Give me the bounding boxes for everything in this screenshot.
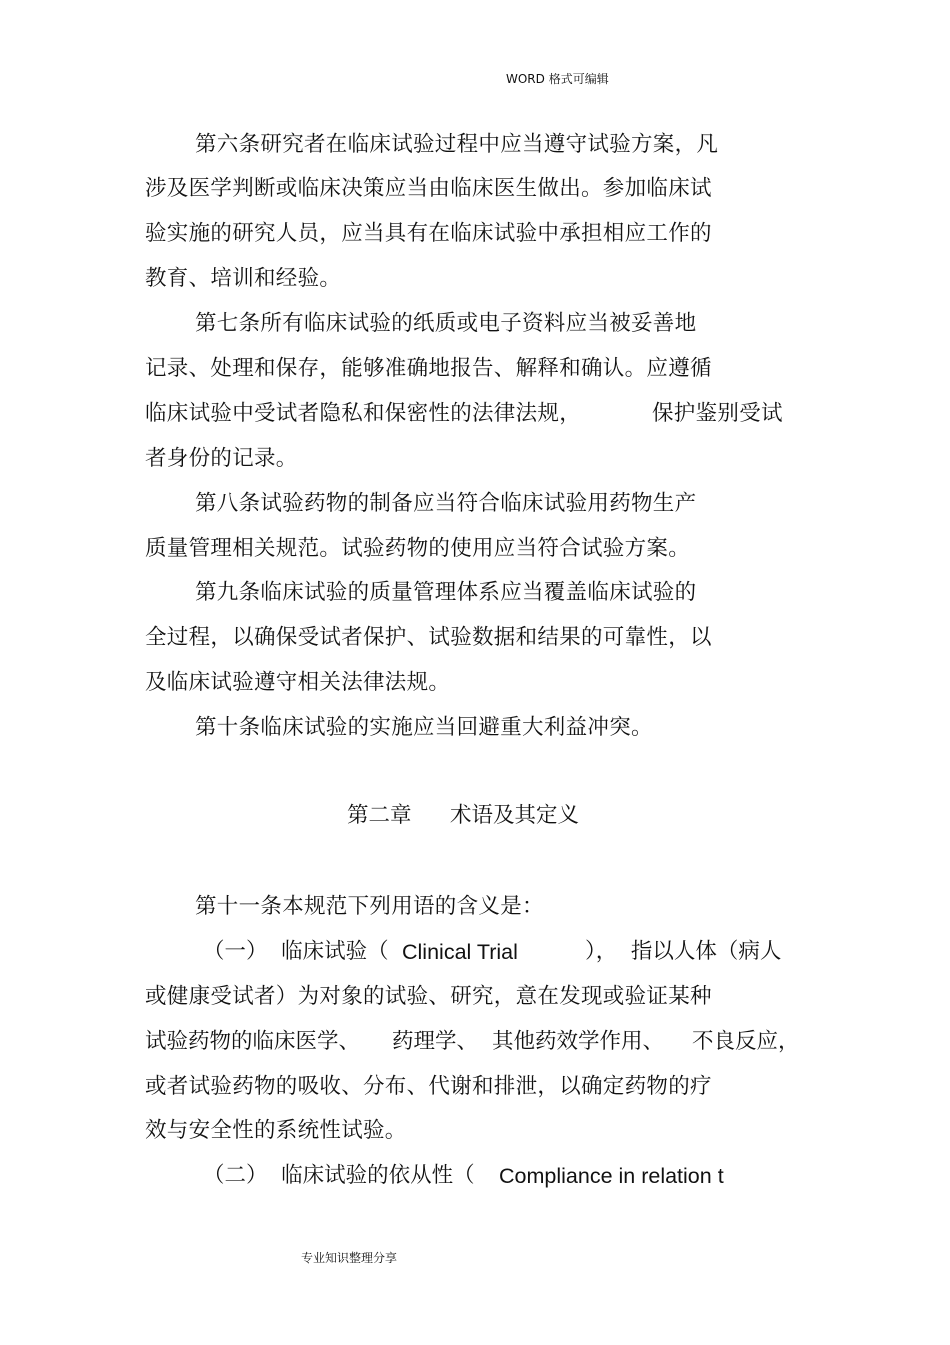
article-8-line-2: 质量管理相关规范。试验药物的使用应当符合试验方案。: [145, 536, 691, 561]
page-header: WORD 格式可编辑: [506, 72, 609, 86]
item-1-english-term: Clinical Trial: [402, 940, 518, 964]
chapter-title: 术语及其定义: [450, 803, 580, 828]
item-1-line-3b: 药理学、: [392, 1029, 479, 1054]
article-11-line-1: 第十一条本规范下列用语的含义是：: [195, 894, 544, 919]
item-1-line-3c: 其他药效学作用、: [492, 1029, 665, 1054]
item-1-line-5: 效与安全性的系统性试验。: [145, 1118, 407, 1143]
article-6-line-1: 第六条研究者在临床试验过程中应当遵守试验方案，凡: [195, 132, 719, 157]
article-6-line-4: 教育、培训和经验。: [145, 266, 342, 291]
article-7-line-3a: 临床试验中受试者隐私和保密性的法律法规，: [145, 401, 582, 426]
page-footer: 专业知识整理分享: [301, 1251, 398, 1265]
article-8-line-1: 第八条试验药物的制备应当符合临床试验用药物生产: [195, 491, 697, 516]
article-7-line-4: 者身份的记录。: [145, 446, 298, 471]
item-2-label: （二） 临床试验的依从性（: [203, 1163, 475, 1188]
item-1-line-3a: 试验药物的临床医学、: [145, 1029, 361, 1054]
article-9-line-1: 第九条临床试验的质量管理体系应当覆盖临床试验的: [195, 580, 697, 605]
article-9-line-3: 及临床试验遵守相关法律法规。: [145, 670, 451, 695]
article-6-line-2: 涉及医学判断或临床决策应当由临床医生做出。参加临床试: [145, 176, 712, 201]
item-1-line-2: 或健康受试者）为对象的试验、研究，意在发现或验证某种: [145, 984, 712, 1009]
article-7-line-1: 第七条所有临床试验的纸质或电子资料应当被妥善地: [195, 311, 697, 336]
article-7-line-2: 记录、处理和保存，能够准确地报告、解释和确认。应遵循: [145, 356, 712, 381]
item-1-line-4: 或者试验药物的吸收、分布、代谢和排泄，以确定药物的疗: [145, 1074, 712, 1099]
article-9-line-2: 全过程，以确保受试者保护、试验数据和结果的可靠性，以: [145, 625, 712, 650]
article-6-line-3: 验实施的研究人员，应当具有在临床试验中承担相应工作的: [145, 221, 712, 246]
item-1-line-3d: 不良反应，: [692, 1029, 800, 1054]
item-1-label: （一） 临床试验（: [203, 939, 389, 964]
item-2-english-term: Compliance in relation t: [499, 1164, 724, 1188]
article-10-line-1: 第十条临床试验的实施应当回避重大利益冲突。: [195, 715, 653, 740]
article-7-line-3b: 保护鉴别受试: [652, 401, 783, 426]
chapter-number: 第二章: [347, 803, 412, 828]
item-1-definition-start: ）， 指以人体（病人: [585, 939, 782, 964]
